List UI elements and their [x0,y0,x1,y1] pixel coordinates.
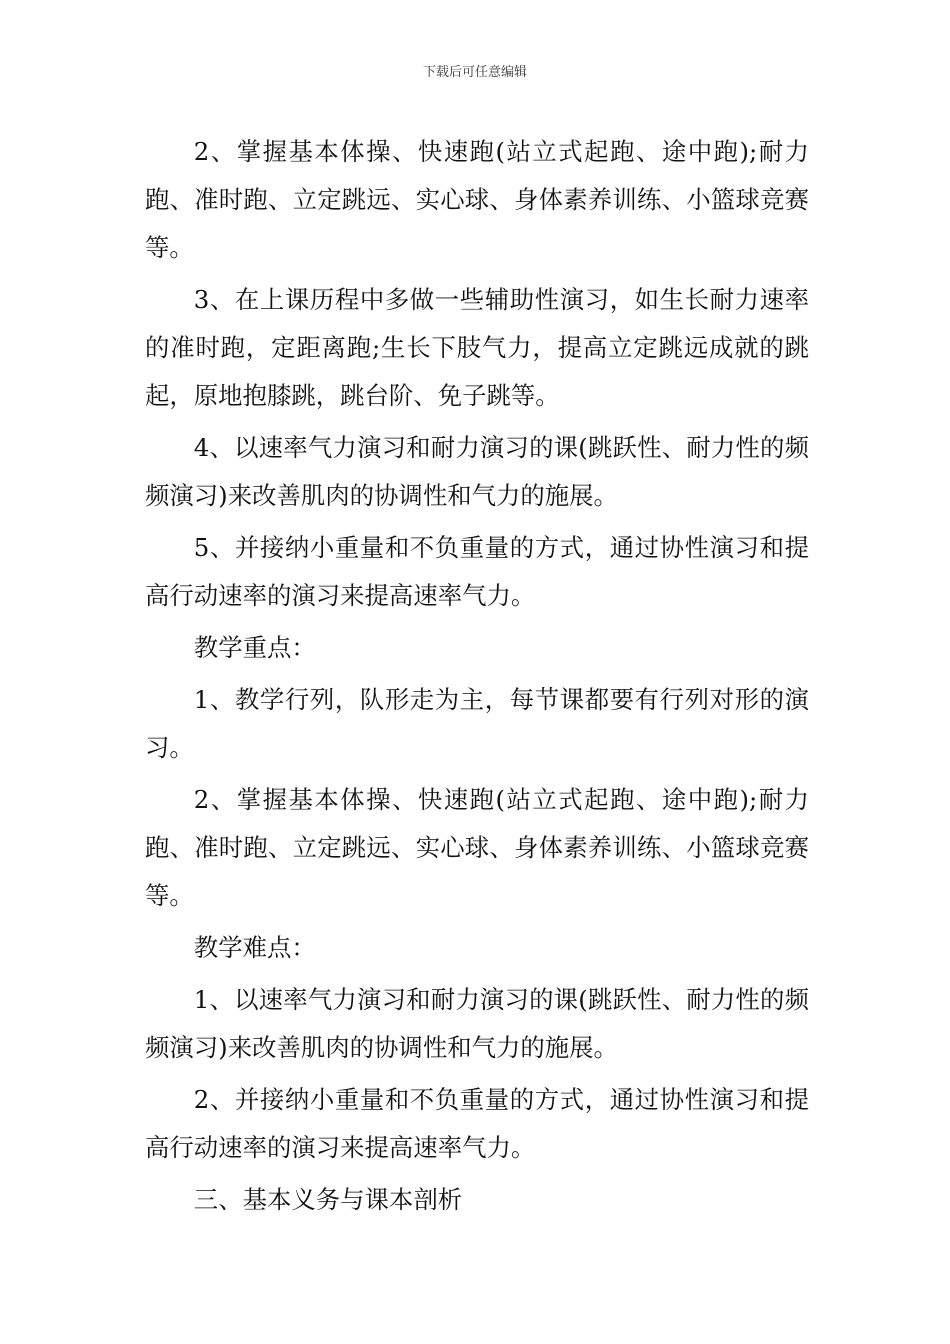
paragraph-item-4-speed-endurance: 4、以速率气力演习和耐力演习的课(跳跃性、耐力性的频频演习)来改善肌肉的协调性和气力的施展。 [145,433,809,510]
paragraph-difficulty-1-speed-endurance: 1、以速率气力演习和耐力演习的课(跳跃性、耐力性的频频演习)来改善肌肉的协调性和气力的施展。 [145,985,809,1062]
paragraph-item-2-basics: 2、掌握基本体操、快速跑(站立式起跑、途中跑);耐力跑、准时跑、立定跳远、实心球、身体素养训练、小篮球竞赛等。 [145,137,809,262]
paragraph-item-3-auxiliary: 3、在上课历程中多做一些辅助性演习，如生长耐力速率的准时跑，定距离跑;生长下肢气力，提高立定跳远成就的跳起，原地抱膝跳，跳台阶、免子跳等。 [145,285,809,410]
document-body [145,128,809,1228]
page-header: 下载后可任意编辑 [422,65,527,80]
paragraph-focus-1-formation: 1、教学行列，队形走为主，每节课都要有行列对形的演习。 [145,685,809,762]
paragraph-item-5-light-weight: 5、并接纳小重量和不负重量的方式，通过协性演习和提高行动速率的演习来提高速率气力。 [145,533,809,610]
section-heading-basic-tasks: 三、基本义务与课本剖析 [193,1185,463,1214]
section-heading-teaching-focus: 教学重点： [193,633,316,662]
section-heading-teaching-difficulty: 教学难点： [193,933,316,962]
paragraph-difficulty-2-light-weight: 2、并接纳小重量和不负重量的方式，通过协性演习和提高行动速率的演习来提高速率气力。 [145,1085,809,1162]
paragraph-focus-2-basics: 2、掌握基本体操、快速跑(站立式起跑、途中跑);耐力跑、准时跑、立定跳远、实心球、身体素养训练、小篮球竞赛等。 [145,785,809,910]
